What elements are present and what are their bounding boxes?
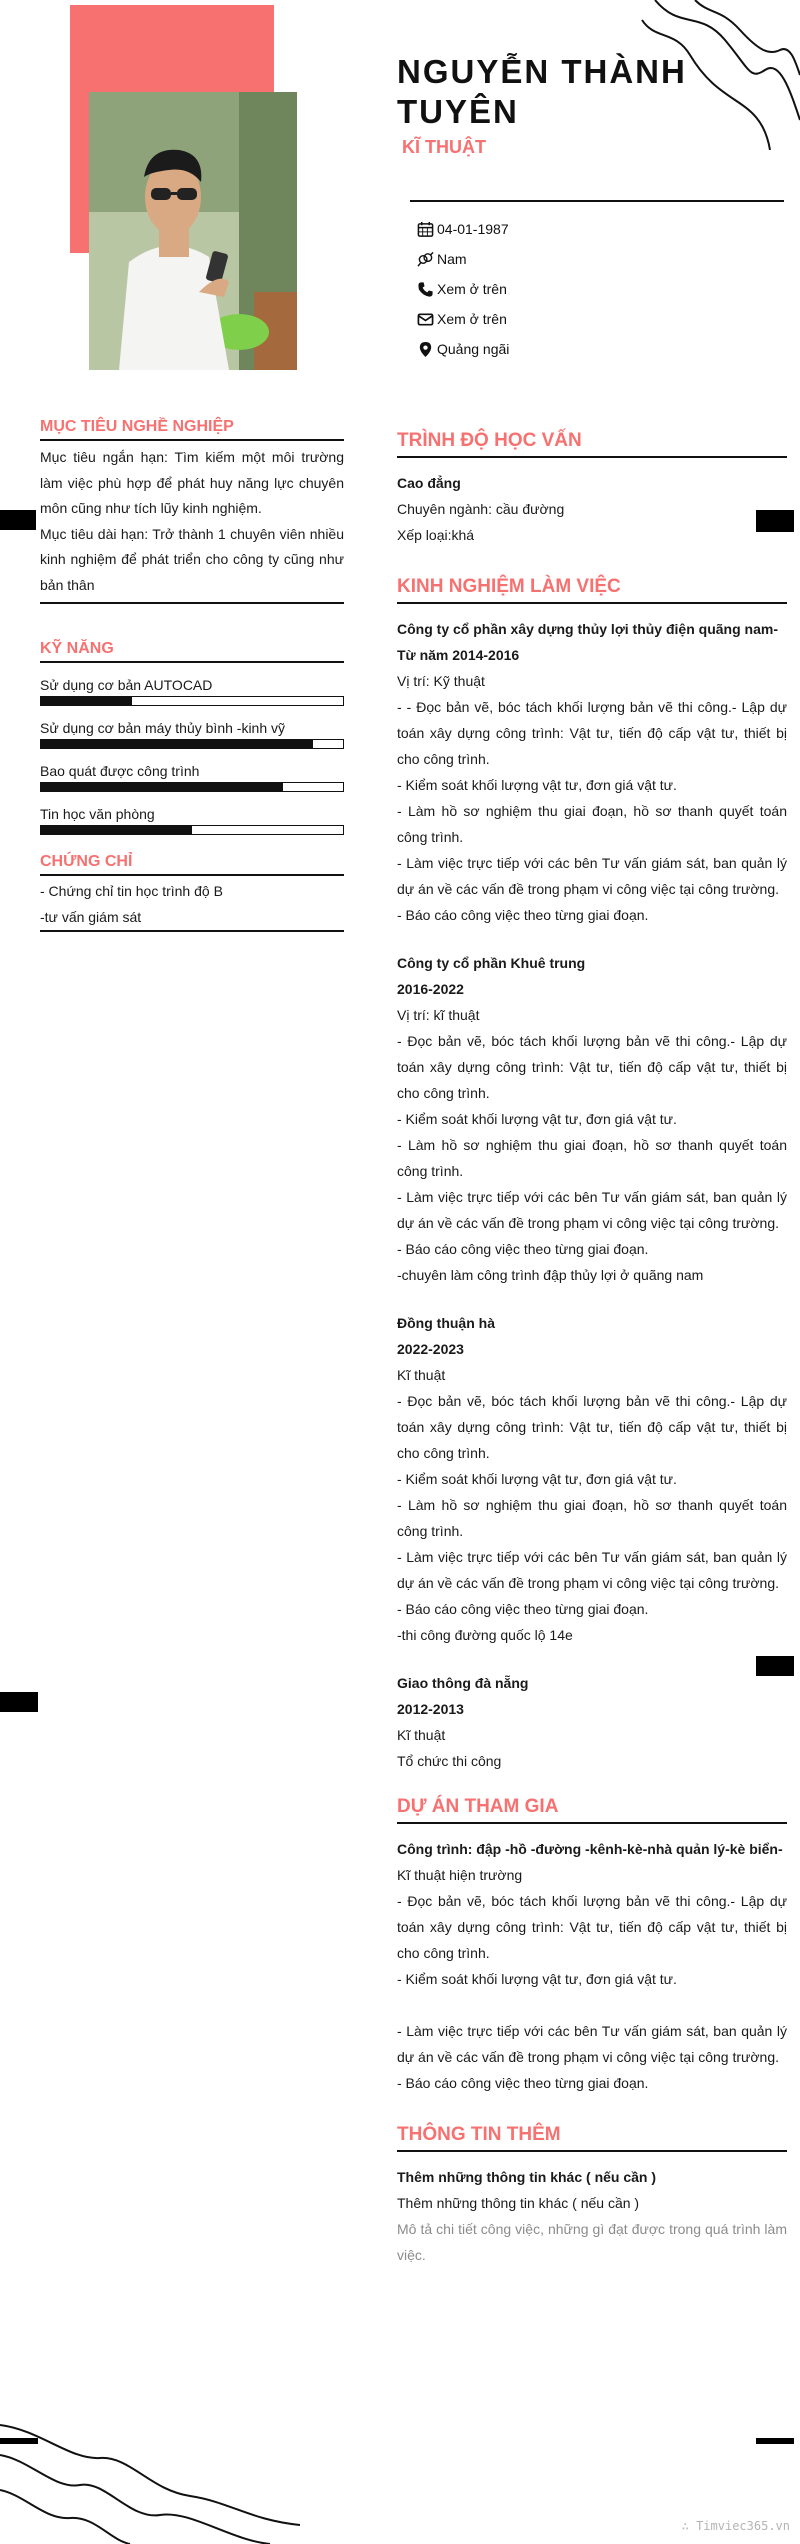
skill-level-fill: [41, 783, 283, 791]
redaction-mark: [756, 2438, 794, 2444]
watermark: ∴ Timviec365.vn: [681, 2519, 790, 2533]
education-section: [397, 430, 787, 548]
job-duty: - Làm hồ sơ nghiệm thu giai đoạn, hồ sơ thanh quyết toán công trình.: [397, 1497, 787, 1539]
job-duty: - Làm việc trực tiếp với các bên Tư vấn giám sát, ban quản lý dự án về các vấn đề trong phạm vi công việc tại công trường.: [397, 1549, 787, 1591]
skill-level-fill: [41, 697, 132, 705]
redaction-mark: [0, 1692, 38, 1712]
project-duties: [397, 1888, 787, 2096]
profile-photo: [89, 92, 297, 370]
job-duty: - Kiểm soát khối lượng vật tư, đơn giá vật tư.: [397, 1111, 677, 1127]
job-duty: - Làm việc trực tiếp với các bên Tư vấn giám sát, ban quản lý dự án về các vấn đề trong phạm vi công việc tại công trường.: [397, 855, 787, 897]
info-location: [415, 334, 775, 364]
info-location-text: Quảng ngãi: [437, 341, 510, 357]
education-grade: Xếp loại:khá: [397, 527, 475, 543]
project-name: Công trình: đập -hồ -đường -kênh-kè-nhà quản lý-kè biển-: [397, 1841, 783, 1857]
certificates-list: [40, 876, 344, 932]
personal-info-list: [415, 214, 775, 364]
job-entry: [397, 616, 787, 928]
education-title: TRÌNH ĐỘ HỌC VẤN: [397, 430, 787, 458]
job-duty: - Làm việc trực tiếp với các bên Tư vấn giám sát, ban quản lý dự án về các vấn đề trong phạm vi công việc tại công trường.: [397, 1189, 787, 1231]
left-column: [40, 418, 344, 932]
extra-hint: Mô tả chi tiết công việc, những gì đạt được trong quá trình làm việc.: [397, 2221, 787, 2263]
extra-heading: Thêm những thông tin khác ( nếu cần ): [397, 2169, 657, 2185]
header-divider: [410, 200, 784, 202]
gender-icon: [415, 249, 435, 269]
skill-level-bar: [40, 739, 344, 749]
experience-title: KINH NGHIỆM LÀM VIỆC: [397, 576, 787, 604]
job-position: Vị trí: Kỹ thuật: [397, 673, 485, 689]
skill-item: [40, 720, 344, 749]
info-birthdate-text: 04-01-1987: [437, 221, 509, 237]
job-duty: - Làm hồ sơ nghiệm thu giai đoạn, hồ sơ thanh quyết toán công trình.: [397, 803, 787, 845]
job-period: Từ năm 2014-2016: [397, 647, 520, 663]
info-birthdate: [415, 214, 775, 244]
job-position: Kĩ thuật: [397, 1727, 446, 1743]
job-position: Vị trí: kĩ thuật: [397, 1007, 480, 1023]
skill-label: Tin học văn phòng: [40, 806, 155, 822]
extra-section: [397, 2124, 787, 2268]
info-email-text: Xem ở trên: [437, 311, 507, 327]
job-title: KĨ THUẬT: [402, 137, 486, 157]
skill-item: [40, 677, 344, 706]
decorative-lines-bottom: [0, 2410, 300, 2544]
skill-level-fill: [41, 740, 313, 748]
project-duty: - Làm việc trực tiếp với các bên Tư vấn giám sát, ban quản lý dự án về các vấn đề trong phạm vi công việc tại công trường.: [397, 2023, 787, 2065]
job-duty: - Kiểm soát khối lượng vật tư, đơn giá vật tư.: [397, 1471, 677, 1487]
projects-title: DỰ ÁN THAM GIA: [397, 1796, 787, 1824]
education-school: Cao đẳng: [397, 475, 461, 491]
projects-section: [397, 1796, 787, 2096]
extra-title: THÔNG TIN THÊM: [397, 2124, 787, 2152]
job-company: Công ty cổ phần Khuê trung: [397, 955, 586, 971]
job-duty: - - Đọc bản vẽ, bóc tách khối lượng bản vẽ thi công.- Lập dự toán xây dựng công trình: Vật tư, tiến độ cấp vật tư, thiết bị cho công trình.: [397, 699, 787, 767]
job-duty: - Kiểm soát khối lượng vật tư, đơn giá vật tư.: [397, 777, 677, 793]
job-duty: -thi công đường quốc lộ 14e: [397, 1627, 573, 1643]
project-duty: - Kiểm soát khối lượng vật tư, đơn giá vật tư.: [397, 1971, 677, 1987]
objective-short-term: Mục tiêu ngắn hạn: Tìm kiếm một môi trường làm việc phù hợp để phát huy năng lực chuyên môn cũng như tích lũy kinh nghiệm.: [40, 449, 344, 516]
right-column: [397, 430, 787, 2282]
skill-level-fill: [41, 826, 192, 834]
job-entry: [397, 1310, 787, 1648]
info-gender-text: Nam: [437, 251, 467, 267]
extra-line: Thêm những thông tin khác ( nếu cần ): [397, 2195, 640, 2211]
job-company: Đồng thuận hà: [397, 1315, 495, 1331]
skill-level-bar: [40, 825, 344, 835]
job-position: Kĩ thuật: [397, 1367, 446, 1383]
certificate-item: -tư vấn giám sát: [40, 909, 142, 925]
job-duty: -chuyên làm công trình đập thủy lợi ở quãng nam: [397, 1267, 704, 1283]
job-period: 2016-2022: [397, 981, 464, 997]
redaction-mark: [0, 510, 36, 530]
project-role: Kĩ thuật hiện trường: [397, 1867, 523, 1883]
objective-title: MỤC TIÊU NGHỀ NGHIỆP: [40, 418, 344, 441]
calendar-icon: [415, 219, 435, 239]
education-major: Chuyên ngành: cầu đường: [397, 501, 565, 517]
info-email: [415, 304, 775, 334]
job-duty: - Báo cáo công việc theo từng giai đoạn.: [397, 1241, 649, 1257]
skills-list: [40, 677, 344, 835]
project-duty: [397, 1992, 787, 2018]
job-period: 2022-2023: [397, 1341, 464, 1357]
job-duty: - Báo cáo công việc theo từng giai đoạn.: [397, 1601, 649, 1617]
phone-icon: [415, 279, 435, 299]
info-phone-text: Xem ở trên: [437, 281, 507, 297]
project-duty: - Đọc bản vẽ, bóc tách khối lượng bản vẽ thi công.- Lập dự toán xây dựng công trình: Vật tư, tiến độ cấp vật tư, thiết bị cho công trình.: [397, 1893, 787, 1961]
jobs-list: [397, 616, 787, 1774]
job-duty: - Đọc bản vẽ, bóc tách khối lượng bản vẽ thi công.- Lập dự toán xây dựng công trình: Vật tư, tiến độ cấp vật tư, thiết bị cho công trình.: [397, 1033, 787, 1101]
job-company: Giao thông đà nẵng: [397, 1675, 529, 1691]
skill-level-bar: [40, 782, 344, 792]
job-entry: [397, 1670, 787, 1774]
redaction-mark: [756, 1656, 794, 1676]
job-duty: Tổ chức thi công: [397, 1753, 502, 1769]
skills-title: KỸ NĂNG: [40, 640, 344, 663]
candidate-name: NGUYỄN THÀNH TUYÊN: [397, 53, 687, 130]
info-gender: [415, 244, 775, 274]
objective-long-term: Mục tiêu dài hạn: Trở thành 1 chuyên viên nhiều kinh nghiệm để phát triển cho công ty cũng như bản thân: [40, 525, 344, 593]
job-duty: - Đọc bản vẽ, bóc tách khối lượng bản vẽ thi công.- Lập dự toán xây dựng công trình: Vật tư, tiến độ cấp vật tư, thiết bị cho công trình.: [397, 1393, 787, 1461]
redaction-mark: [0, 2438, 38, 2444]
location-icon: [415, 339, 435, 359]
job-company: Công ty cổ phần xây dựng thủy lợi thủy điện quãng nam-: [397, 621, 778, 637]
info-phone: [415, 274, 775, 304]
certificates-title: CHỨNG CHỈ: [40, 853, 344, 876]
skill-level-bar: [40, 696, 344, 706]
objective-text: [40, 445, 344, 604]
job-entry: [397, 950, 787, 1288]
redaction-mark: [756, 510, 794, 532]
skill-item: [40, 763, 344, 792]
skill-label: Bao quát được công trình: [40, 763, 200, 779]
job-period: 2012-2013: [397, 1701, 464, 1717]
email-icon: [415, 309, 435, 329]
project-duty: - Báo cáo công việc theo từng giai đoạn.: [397, 2075, 649, 2091]
skill-item: [40, 806, 344, 835]
skill-label: Sử dụng cơ bản AUTOCAD: [40, 677, 213, 693]
job-duty: - Báo cáo công việc theo từng giai đoạn.: [397, 907, 649, 923]
experience-section: [397, 576, 787, 1774]
certificate-item: - Chứng chỉ tin học trình độ B: [40, 883, 223, 899]
job-duty: - Làm hồ sơ nghiệm thu giai đoạn, hồ sơ thanh quyết toán công trình.: [397, 1137, 787, 1179]
skill-label: Sử dụng cơ bản máy thủy bình -kinh vỹ: [40, 720, 286, 736]
